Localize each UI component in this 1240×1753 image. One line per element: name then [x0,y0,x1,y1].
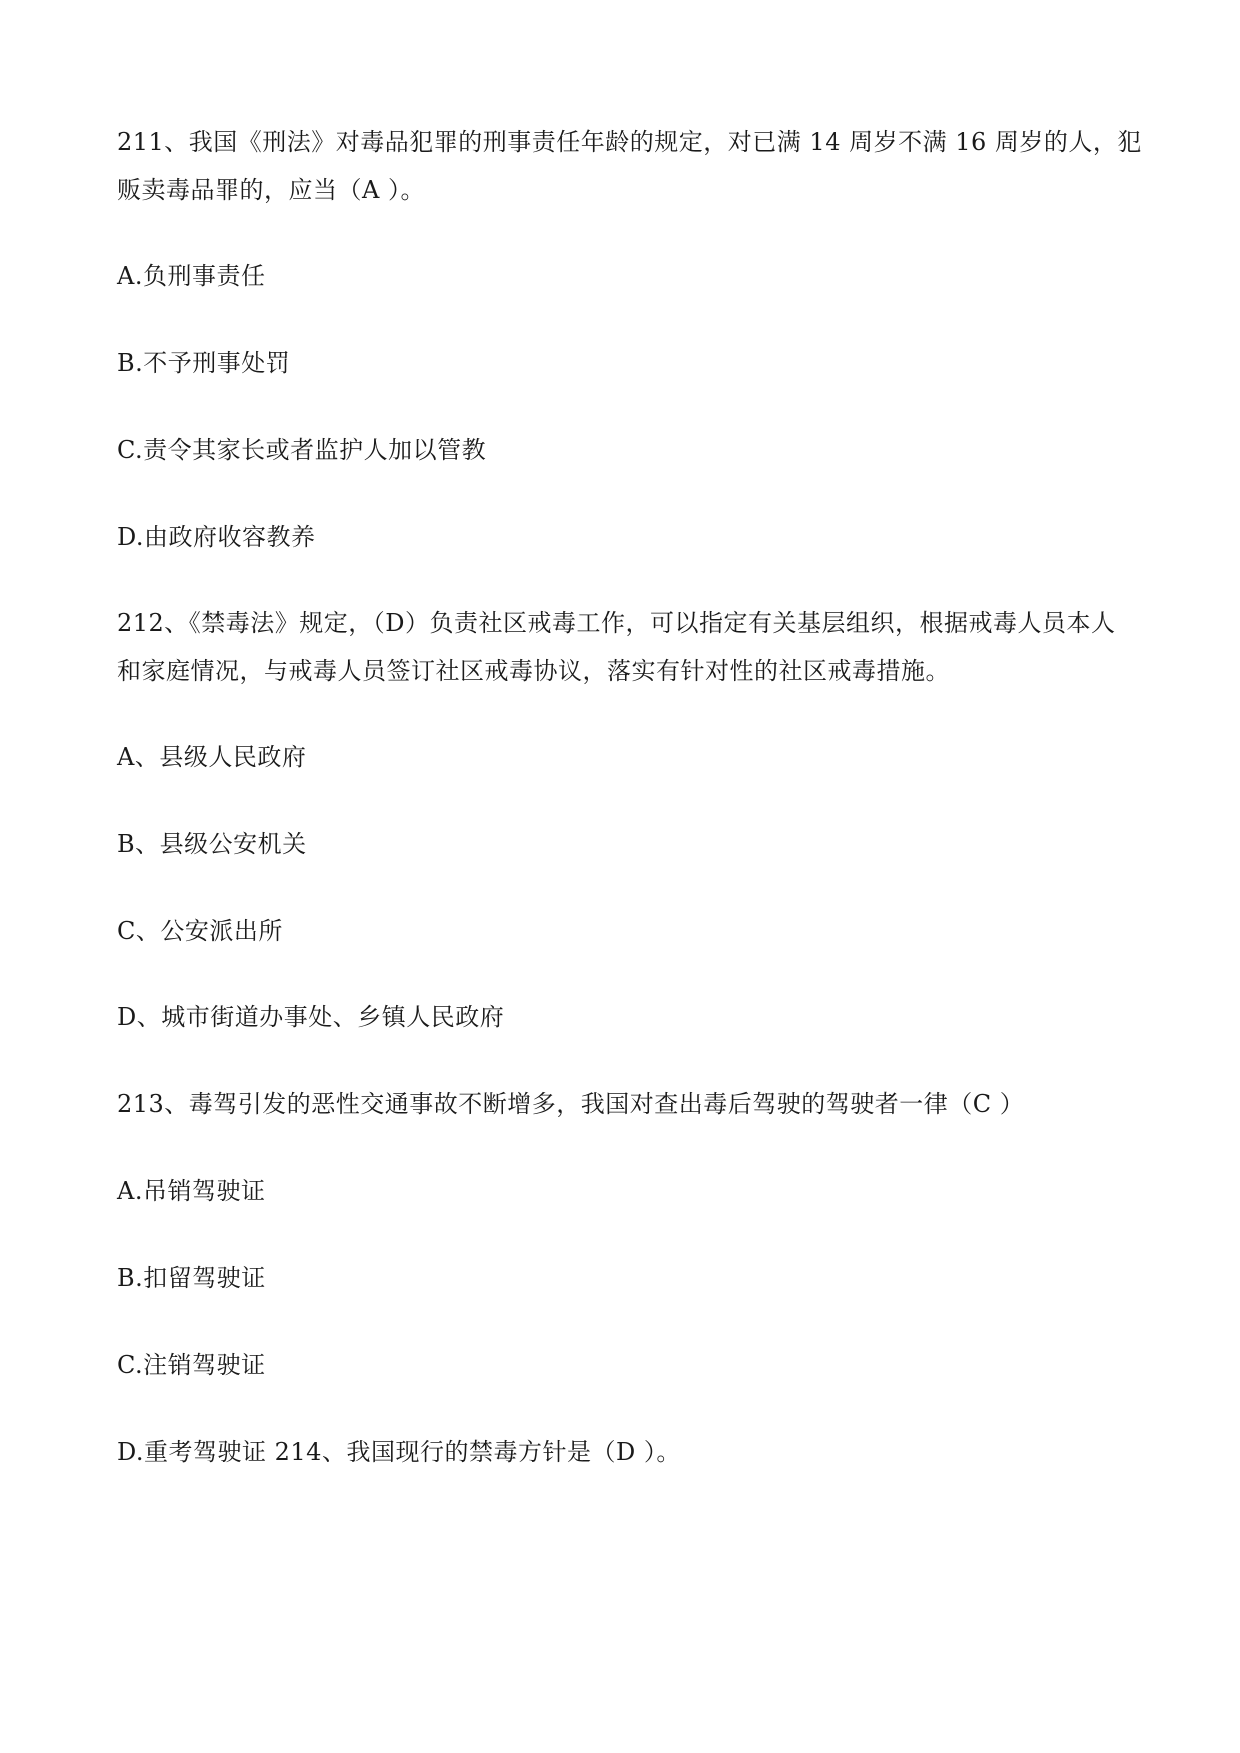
question-212-stem-line-2: 和家庭情况，与戒毒人员签订社区戒毒协议，落实有针对性的社区戒毒措施。 [117,657,950,685]
question-211-option-c: C.责令其家长或者监护人加以管教 [117,436,487,464]
question-213-stem: 213、毒驾引发的恶性交通事故不断增多，我国对查出毒后驾驶的驾驶者一律（C ） [117,1090,1025,1118]
question-212-option-d: D、城市街道办事处、乡镇人民政府 [117,1003,505,1031]
question-213-option-a: A.吊销驾驶证 [117,1177,266,1205]
question-211-option-d: D.由政府收容教养 [117,523,316,551]
question-212-option-c: C、公安派出所 [117,917,283,945]
question-213-option-b: B.扣留驾驶证 [117,1264,266,1292]
question-211-stem-line-2: 贩卖毒品罪的，应当（A ）。 [117,176,425,204]
question-211-option-b: B.不予刑事处罚 [117,349,291,377]
question-213-option-d-and-question-214: D.重考驾驶证 214、我国现行的禁毒方针是（D ）。 [117,1438,681,1466]
question-213-option-c: C.注销驾驶证 [117,1351,266,1379]
question-211-option-a: A.负刑事责任 [117,262,266,290]
question-212-stem-line-1: 212、《禁毒法》规定，（D）负责社区戒毒工作，可以指定有关基层组织，根据戒毒人员本人 [117,609,1116,637]
question-212-option-b: B、县级公安机关 [117,830,307,858]
question-211-stem-line-1: 211、我国《刑法》对毒品犯罪的刑事责任年龄的规定，对已满 14 周岁不满 16 周岁的人，犯 [117,128,1142,156]
question-212-option-a: A、县级人民政府 [117,743,307,771]
